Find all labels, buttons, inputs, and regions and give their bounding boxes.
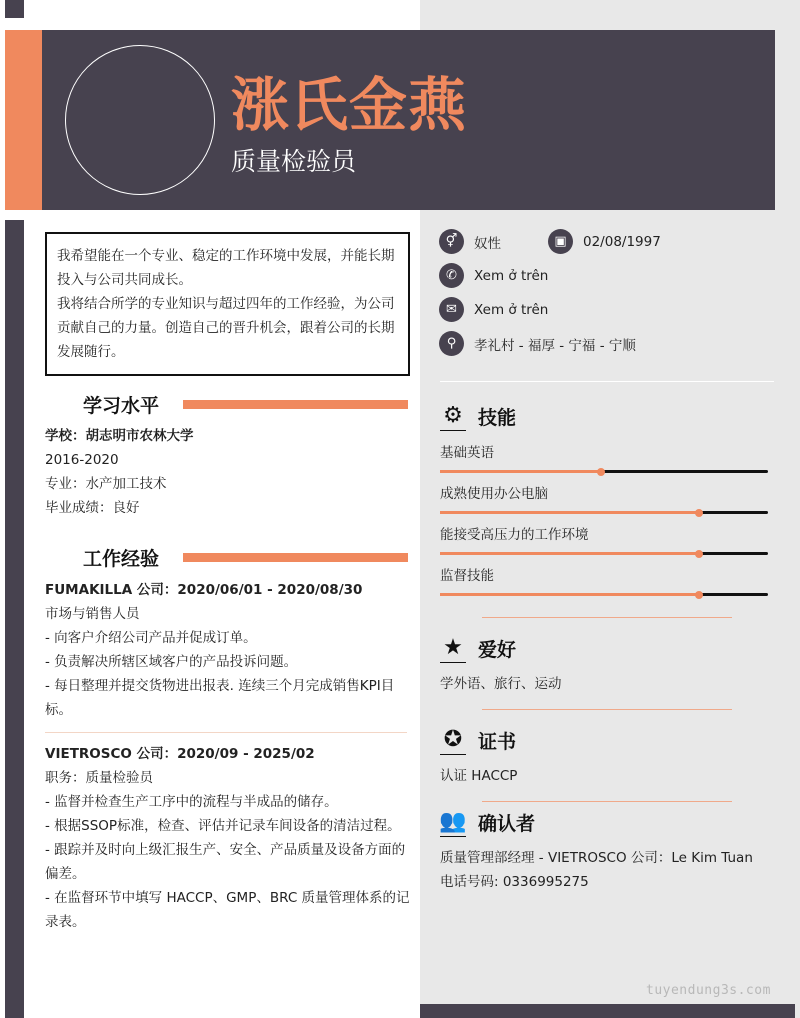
section-separator [482, 709, 732, 710]
hobbies-heading [440, 634, 516, 663]
dob-value: 02/08/1997 [583, 233, 661, 250]
references-heading-title: 确认者 [478, 813, 536, 835]
avatar-photo-circle [65, 45, 215, 195]
objective-paragraph: 我希望能在一个专业、稳定的工作环境中发展，并能长期投入与公司共同成长。 [57, 248, 395, 288]
skill-level-fill [440, 593, 699, 596]
candidate-job-title: 质量检验员 [231, 147, 357, 176]
hobbies-text: 学外语、旅行、运动 [440, 676, 562, 692]
job-line: - 跟踪并及时向上级汇报生产、安全、产品质量及设备方面的偏差。 [45, 842, 406, 882]
job-header: FUMAKILLA 公司：2020/06/01 - 2020/08/30 [45, 582, 363, 598]
skill-level-dot [695, 550, 703, 558]
header-banner [5, 30, 775, 210]
contact-email [439, 297, 548, 322]
references-heading [440, 808, 535, 837]
education-heading-title: 学习水平 [83, 395, 160, 417]
hobbies-heading-title: 爱好 [478, 639, 517, 661]
job-line: - 监督并检查生产工序中的流程与半成品的储存。 [45, 794, 338, 810]
header-accent-stripe [5, 30, 42, 210]
education-heading-bar [183, 400, 408, 409]
experience-heading-title: 工作经验 [83, 548, 160, 570]
location-pin-icon: ⚲ [439, 331, 464, 356]
job-line: 市场与销售人员 [45, 606, 140, 622]
skill-level-dot [695, 509, 703, 517]
contact-gender [439, 229, 501, 254]
experience-heading [45, 544, 408, 570]
award-ribbon-icon: ✪ [440, 726, 466, 755]
skill-item [440, 485, 768, 514]
skill-label: 监督技能 [440, 568, 494, 584]
job-line: - 在监督环节中填写 HACCP、GMP、BRC 质量管理体系的记录表。 [45, 890, 410, 930]
experience-heading-bar [183, 553, 408, 562]
candidate-name: 涨氏金燕 [231, 71, 468, 139]
section-separator [482, 617, 732, 618]
experience-job-2 [45, 742, 410, 934]
job-line: - 根据SSOP标准，检查、评估并记录车间设备的清洁过程。 [45, 818, 401, 834]
certificates-heading [440, 726, 516, 755]
objective-paragraph: 我将结合所学的专业知识与超过四年的工作经验，为公司贡献自己的力量。创造自己的晋升机会，跟着公司的长期发展随行。 [57, 296, 395, 360]
address-value: 孝礼村 - 福厚 - 宁福 - 宁顺 [474, 337, 636, 354]
skill-level-fill [440, 470, 601, 473]
star-icon: ★ [440, 634, 466, 663]
references-block [440, 846, 780, 894]
skill-label: 成熟使用办公电脑 [440, 486, 548, 502]
contact-divider [440, 381, 774, 382]
contact-address [439, 331, 636, 356]
mail-icon: ✉ [439, 297, 464, 322]
skill-item [440, 444, 768, 473]
education-major: 专业：水产加工技术 [45, 476, 167, 492]
watermark-text: tuyendung3s.com [646, 983, 771, 998]
education-grade: 毕业成绩：良好 [45, 500, 140, 516]
left-decoration-bar-top [5, 0, 24, 18]
skill-level-track [440, 511, 768, 514]
contact-dob [548, 229, 661, 254]
job-line: 职务：质量检验员 [45, 770, 153, 786]
skill-level-track [440, 552, 768, 555]
gender-value: 奴性 [474, 235, 501, 252]
phone-icon: ✆ [439, 263, 464, 288]
education-years: 2016-2020 [45, 452, 119, 468]
skills-heading [440, 402, 516, 431]
skill-level-dot [695, 591, 703, 599]
skill-level-fill [440, 511, 699, 514]
job-line: - 负责解决所辖区域客户的产品投诉问题。 [45, 654, 298, 670]
education-block [45, 424, 410, 520]
skill-level-track [440, 593, 768, 596]
section-separator [482, 801, 732, 802]
gender-icon: ⚥ [439, 229, 464, 254]
email-value: Xem ở trên [474, 301, 549, 318]
skill-label: 基础英语 [440, 445, 494, 461]
job-line: - 向客户介绍公司产品并促成订单。 [45, 630, 257, 646]
bottom-decoration-bar [420, 1004, 795, 1018]
reference-line: 电话号码: 0336995275 [440, 874, 589, 890]
skill-item [440, 526, 768, 555]
experience-job-1 [45, 578, 410, 722]
gear-icon: ⚙ [440, 402, 466, 431]
skill-label: 能接受高压力的工作环境 [440, 527, 589, 543]
skills-heading-title: 技能 [478, 407, 517, 429]
left-decoration-bar [5, 220, 24, 1018]
job-header: VIETROSCO 公司：2020/09 - 2025/02 [45, 746, 315, 762]
contact-phone [439, 263, 548, 288]
education-heading [45, 391, 408, 417]
career-objective-box [45, 232, 410, 376]
reference-line: 质量管理部经理 - VIETROSCO 公司：Le Kim Tuan [440, 850, 753, 866]
education-school: 学校：胡志明市农林大学 [45, 428, 194, 444]
experience-divider [45, 732, 407, 733]
people-icon: 👥 [440, 808, 466, 837]
skill-item [440, 567, 768, 596]
job-line: - 每日整理并提交货物进出报表. 连续三个月完成销售KPI目标。 [45, 678, 395, 718]
phone-value: Xem ở trên [474, 267, 549, 284]
certificates-heading-title: 证书 [478, 731, 517, 753]
skill-level-dot [597, 468, 605, 476]
skill-level-track [440, 470, 768, 473]
calendar-icon: ▣ [548, 229, 573, 254]
certificates-text: 认证 HACCP [440, 768, 518, 784]
skill-level-fill [440, 552, 699, 555]
